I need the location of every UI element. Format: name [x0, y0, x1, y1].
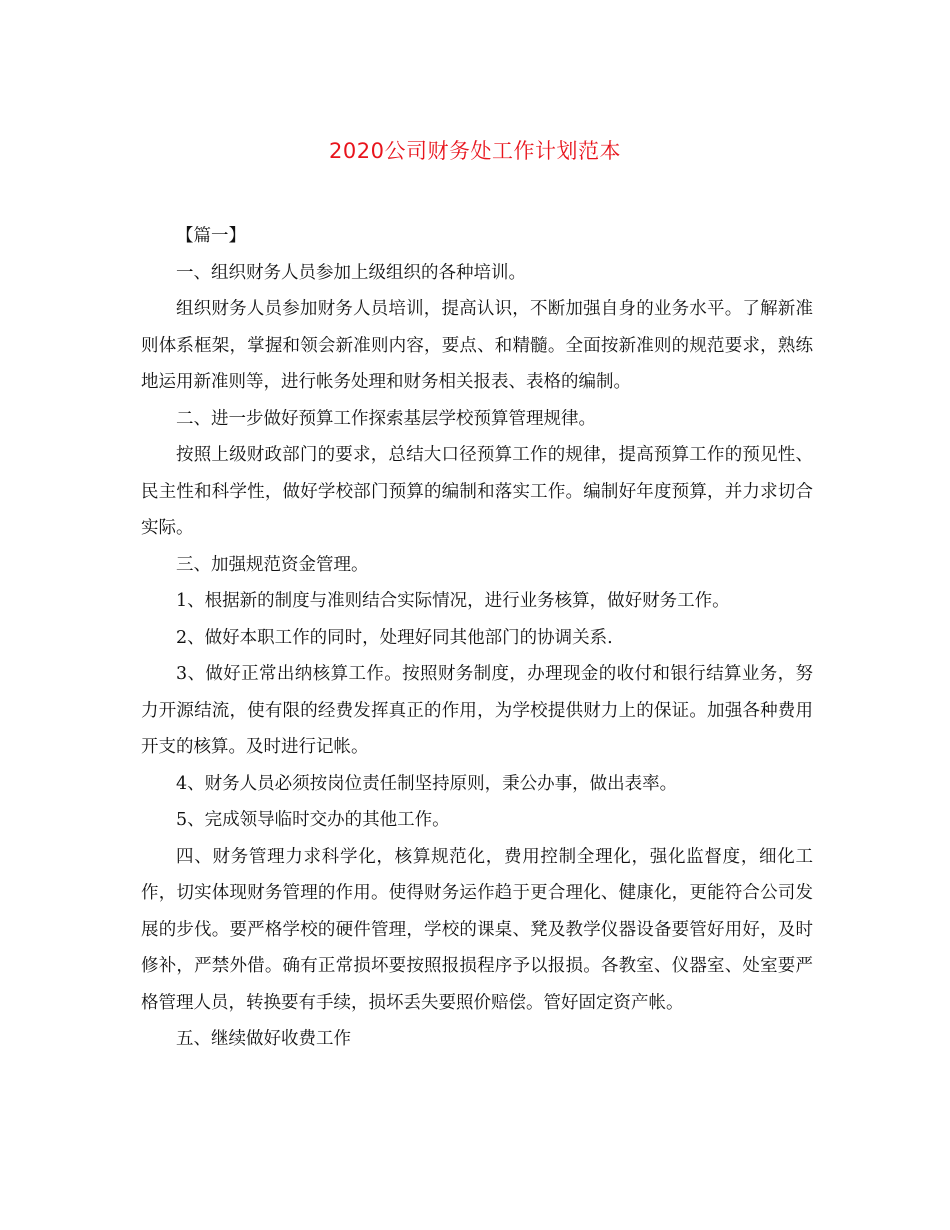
- heading-1-training: 一、组织财务人员参加上级组织的各种培训。: [176, 262, 526, 283]
- paragraph-training: 组织财务人员参加财务人员培训，提高认识，不断加强自身的业务水平。了解新准则体系框架，掌握和领会新准则内容，要点、和精髓。全面按新准则的规范要求，熟练地运用新准则等，进行帐务处理和财务相关报表、表格的编制。: [141, 299, 813, 392]
- document-title: 2020公司财务处工作计划范本: [329, 139, 621, 163]
- paragraph-budget: 按照上级财政部门的要求，总结大口径预算工作的规律，提高预算工作的预见性、民主性和科学性，做好学校部门预算的编制和落实工作。编制好年度预算，并力求切合实际。: [141, 445, 813, 538]
- heading-2-budget: 二、进一步做好预算工作探索基层学校预算管理规律。: [176, 408, 596, 429]
- list-item-1: 1、根据新的制度与准则结合实际情况，进行业务核算，做好财务工作。: [176, 591, 730, 611]
- paragraph-management: 四、财务管理力求科学化，核算规范化，费用控制全理化，强化监督度，细化工作，切实体现财务管理的作用。使得财务运作趋于更合理化、健康化，更能符合公司发展的步伐。要严格学校的硬件管理，学校的课桌、凳及教学仪器设备要管好用好，及时修补，严禁外借。确有正常损坏要按照报损程序予以报损。各教室、仪器室、处室要严格管理人员，转换要有手续，损坏丢失要照价赔偿。管好固定资产帐。: [141, 846, 813, 1013]
- heading-5-fees: 五、继续做好收费工作: [176, 1029, 351, 1049]
- list-item-4: 4、财务人员必须按岗位责任制坚持原则，秉公办事，做出表率。: [176, 773, 678, 794]
- heading-3-funds: 三、加强规范资金管理。: [176, 554, 369, 575]
- list-item-5: 5、完成领导临时交办的其他工作。: [176, 810, 450, 830]
- list-item-2: 2、做好本职工作的同时，处理好同其他部门的协调关系.: [176, 627, 613, 648]
- section-heading-pian-yi: 【篇一】: [176, 226, 246, 246]
- document-body: [141, 218, 813, 1058]
- list-item-3: 3、做好正常出纳核算工作。按照财务制度，办理现金的收付和银行结算业务，努力开源结流，使有限的经费发挥真正的作用，为学校提供财力上的保证。加强各种费用开支的核算。及时进行记帐。: [141, 664, 813, 757]
